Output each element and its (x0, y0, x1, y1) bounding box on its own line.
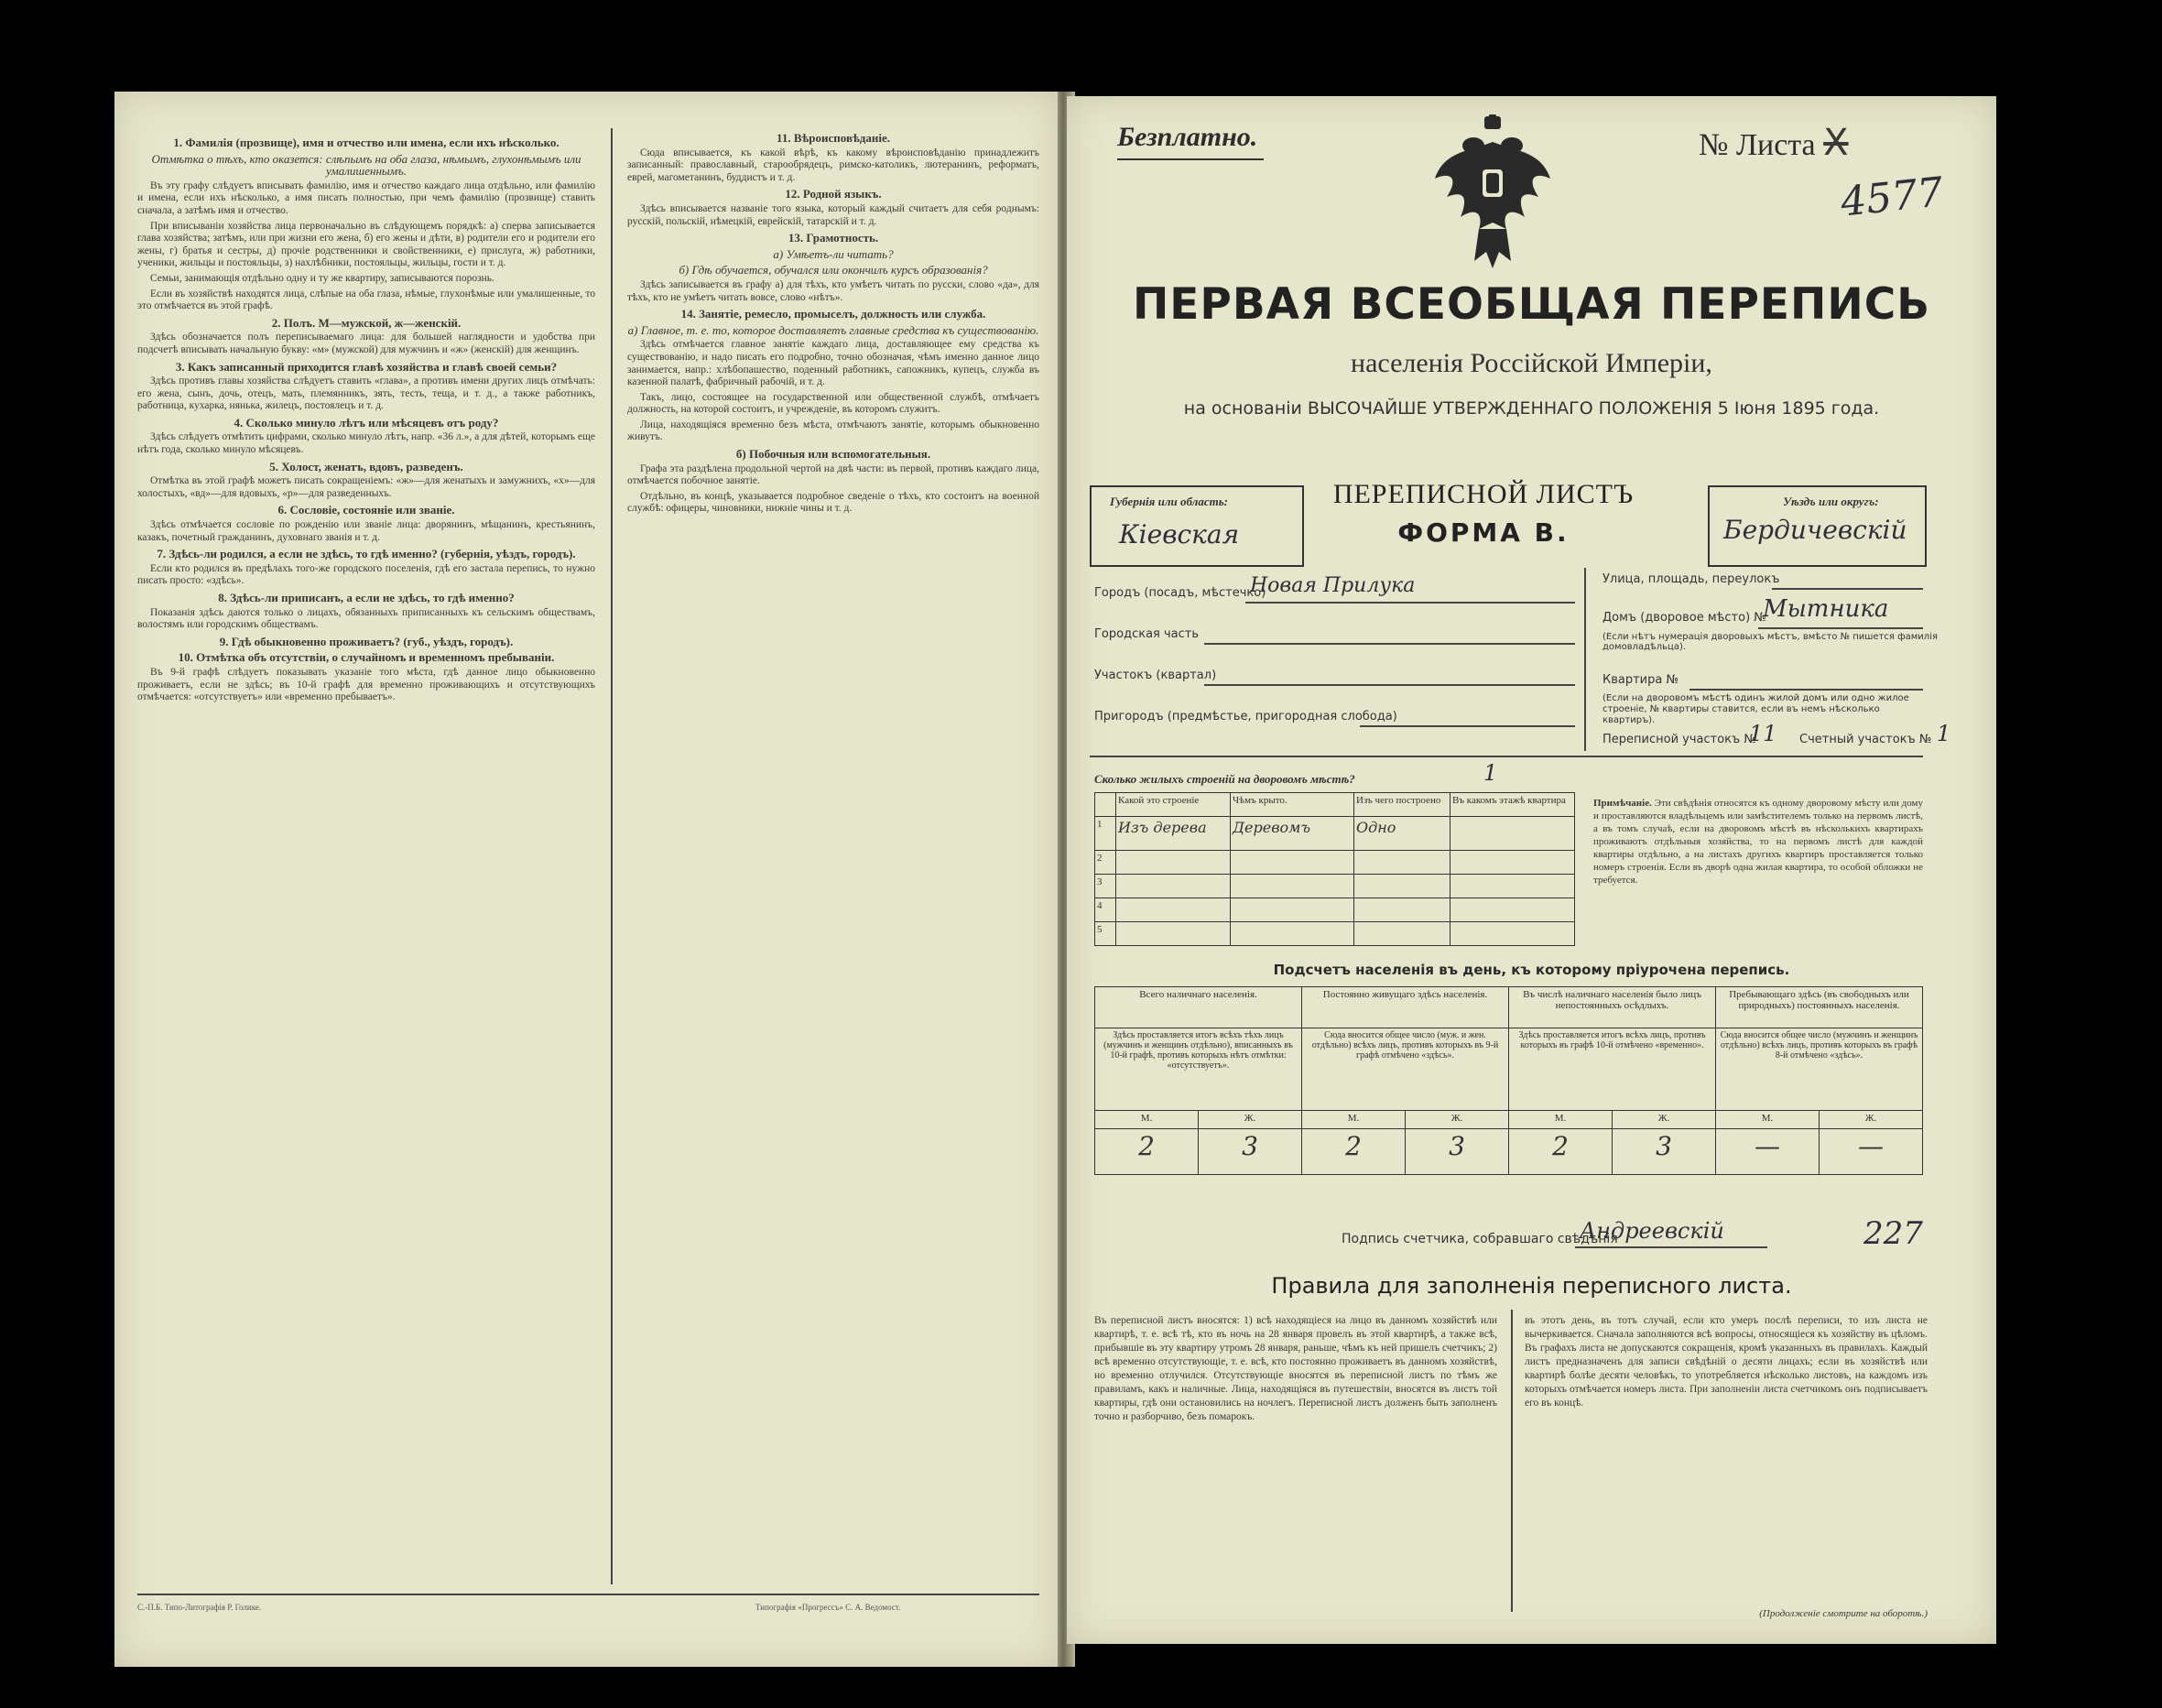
left-page (114, 92, 1058, 1667)
suburb-label: Пригородъ (предмѣстье, пригородная слобода) (1094, 710, 1397, 723)
count-cell: — (1716, 1129, 1820, 1175)
signature-value: Андреевскій (1580, 1218, 1724, 1244)
table-header (1095, 793, 1116, 817)
table-cell (1450, 898, 1575, 921)
buildings-label: Сколько жилыхъ строеній на дворовомъ мѣстѣ? (1094, 772, 1355, 786)
table-header: Постоянно живущаго здѣсь населенія. (1302, 987, 1509, 1028)
row-number: 3 (1095, 874, 1116, 898)
note-title: Примѣчаніе. (1593, 798, 1652, 809)
paragraph: Здѣсь слѣдуетъ отмѣтить цифрами, сколько минуло лѣтъ, напр. «36 л.», а для дѣтей, которымъ еще нѣтъ года, сколько минуло мѣсяцевъ. (137, 431, 595, 456)
sex-header: М. (1095, 1111, 1199, 1129)
apartment-line (1689, 689, 1923, 691)
section-heading: 3. Какъ записанный приходится главѣ хозяйства и главѣ своей семьи? (175, 359, 558, 374)
table-cell (1354, 874, 1450, 898)
district-box (1708, 485, 1927, 567)
table-cell (1450, 874, 1575, 898)
right-page (1067, 96, 1996, 1644)
city-label: Городъ (посадъ, мѣстечко) (1094, 586, 1266, 600)
paragraph: Здѣсь вписывается названіе того языка, который каждый считаетъ для себя роднымъ: русскій, польскій, нѣмецкій, еврейскій, татарскій и т. д. (627, 202, 1039, 227)
left-column-2 (627, 128, 1039, 1584)
note-text: Эти свѣдѣнія относятся къ одному дворовому мѣсту или дому и проставляются владѣльцемъ или замѣстителемъ только на первомъ листѣ, а въ томъ случаѣ, если на дворовомъ мѣстѣ въ нѣсколькихъ квартирахъ проживаютъ отдѣльныя хозяйства, то на первомъ листѣ для каждой квартиры отдѣльно, а на листахъ другихъ квартиръ проставляется только номеръ строенія. Если въ дворѣ одна жилая квартира, то особой обложки не требуется. (1593, 798, 1923, 886)
section-heading: 5. Холост, женатъ, вдовъ, разведенъ. (269, 459, 463, 473)
suburb-line (1360, 725, 1575, 727)
sex-header: М. (1302, 1111, 1406, 1129)
section-heading: б) Побочныя или вспомогательныя. (735, 447, 931, 462)
table-cell: Здѣсь проставляется итогъ всѣхъ лицъ, противъ которыхъ въ графѣ 10-й отмѣчено «временно». (1509, 1028, 1716, 1111)
city-value: Новая Прилука (1250, 574, 1416, 597)
paragraph: Здѣсь противъ главы хозяйства слѣдуетъ ставить «глава», а противъ имени других лицъ отмѣчать: его жена, сынъ, дочь, отецъ, мать, племянникъ, зять, тесть, теща, и т. д., а также работникъ, работница, кухарка, нянька, жилецъ, постоялецъ и т. д. (137, 375, 595, 412)
paragraph: Лица, находящіяся временно безъ мѣста, отмѣчаютъ занятіе, которымъ обыкновенно живутъ. (627, 419, 1039, 443)
table-header: Какой это строеніе (1116, 793, 1231, 817)
table-cell (1231, 921, 1354, 945)
table-cell: Одно (1354, 817, 1450, 851)
table-row (1095, 850, 1575, 874)
section-heading: 2. Полъ. М—мужской, ж—женскій. (271, 315, 462, 330)
paragraph: Если кто родился въ предѣлахъ того-же городского поселенія, гдѣ его застала перепись, то нужно писать просто: «здѣсь». (137, 562, 595, 587)
count-cell: — (1820, 1129, 1923, 1175)
paragraph: Если въ хозяйствѣ находятся лица, слѣпые на оба глаза, нѣмые, глухонѣмые или умалишенные, то это отмѣчается въ этой графѣ. (137, 288, 595, 312)
apartment-label: Квартира № (1602, 673, 1679, 687)
city-part-line (1204, 643, 1575, 645)
paragraph: Въ эту графу слѣдуетъ вписывать фамилію, имя и отчество каждаго лица отдѣльно, или фамилію и имена, если ихъ нѣсколько, а имя писать полностью, при чемъ фамилію (прозвище) ставить сначала, а затѣмъ имя и отчество. (137, 180, 595, 216)
count-cell: 2 (1095, 1129, 1199, 1175)
table-cell (1116, 921, 1231, 945)
main-title: ПЕРВАЯ ВСЕОБЩАЯ ПЕРЕПИСЬ (1132, 279, 1931, 330)
section-heading: 7. Здѣсь-ли родился, а если не здѣсь, то гдѣ именно? (губернія, уѣздъ, городъ). (157, 547, 576, 561)
paragraph: При вписываніи хозяйства лица первоначально въ слѣдующемъ порядкѣ: а) сперва записывается глава хозяйства; затѣмъ, или при жизни его жена, б) его жены и дѣти, в) родители его и родители его жены, г) братья и сестры, д) прочіе родственники и свойственники, е) прислуга, ж) работники, ученики, жильцы и постояльцы, з) нахлѣбники, постояльцы, жильцы, гости и т. д. (137, 220, 595, 269)
table-cell (1116, 874, 1231, 898)
house-note: (Если нѣтъ нумерація дворовыхъ мѣстъ, вмѣсто № пишется фамилія домовладѣльца). (1602, 632, 1938, 652)
paragraph: Такъ, лицо, состоящее на государственной или общественной службѣ, отмѣчаетъ должность, на которой состоитъ, и учрежденіе, въ которомъ служитъ. (627, 391, 1039, 416)
section-rule (1090, 756, 1923, 757)
apartment-note: (Если на дворовомъ мѣстѣ одинъ жилой домъ или одно жилое строеніе, № квартиры ставится, если въ немъ нѣсколько квартиръ). (1602, 693, 1909, 725)
section-heading: 9. Гдѣ обыкновенно проживаетъ? (губ., уѣздъ, городъ). (219, 634, 514, 648)
paragraph: Здѣсь отмѣчается главное занятіе каждаго лица, доставляющее ему средства къ существованію, и надо писать его подробно, точно обозначая, чѣмъ именно данное лицо занимается, напр.: хлѣбопашество, поденный работникъ, сапожникъ, купецъ, служба въ казенной палатѣ, фабричный рабочій, и т. д. (627, 339, 1039, 388)
sex-header: Ж. (1613, 1111, 1716, 1129)
table-cell (1116, 898, 1231, 921)
rules-continued: (Продолженіе смотрите на оборотѣ.) (1759, 1608, 1928, 1619)
table-cell (1450, 817, 1575, 851)
sheet-number-handwritten: 4577 (1838, 169, 1946, 226)
section-heading: 8. Здѣсь-ли приписанъ, а если не здѣсь, то гдѣ именно? (218, 591, 515, 604)
sheet-number-struck: X (1823, 122, 1849, 164)
table-cell: Здѣсь проставляется итогъ всѣхъ тѣхъ лицъ (мужчинъ и женщинъ отдѣльно), вписанныхъ въ 10-й графѣ, противъ которыхъ нѣтъ отмѣтки: «отсутствуетъ». (1095, 1028, 1302, 1111)
table-header: Чѣмъ крыто. (1231, 793, 1354, 817)
table-cell: Изъ дерева (1116, 817, 1231, 851)
city-part-label: Городская часть (1094, 627, 1200, 641)
house-label: Домъ (дворовое мѣсто) № (1602, 611, 1766, 625)
table-cell: Деревомъ (1231, 817, 1354, 851)
section-heading: 12. Родной языкъ. (785, 187, 882, 201)
column-divider (611, 128, 613, 1584)
table-header: Въ числѣ наличнаго населенія было лицъ непостоянныхъ осѣдлыхъ. (1509, 987, 1716, 1028)
buildings-note (1593, 797, 1923, 887)
census-area-label: Переписной участокъ № (1602, 733, 1756, 746)
row-number: 1 (1095, 817, 1116, 851)
section-line (1204, 684, 1575, 686)
table-cell (1231, 898, 1354, 921)
counting-area-value: 1 (1937, 721, 1951, 746)
table-cell (1231, 850, 1354, 874)
paragraph: Показанія здѣсь даются только о лицахъ, обязанныхъ приписанныхъ къ сельскимъ обществамъ, волостямъ или городскимъ обществамъ. (137, 606, 595, 631)
census-area-value: 11 (1749, 721, 1777, 746)
street-label: Улица, площадь, переулокъ (1602, 572, 1780, 586)
province-box (1090, 485, 1304, 567)
left-column-1 (137, 133, 595, 1589)
section-heading: 6. Сословіе, состояніе или званіе. (277, 503, 455, 517)
counting-area-label: Счетный участокъ № (1799, 733, 1932, 746)
section-heading: 4. Сколько минуло лѣтъ или мѣсяцевъ отъ роду? (234, 415, 499, 430)
section-heading: а) Главное, т. е. то, которое доставляетъ главные средства къ существованію. (627, 322, 1039, 337)
row-number: 2 (1095, 850, 1116, 874)
count-cell: 3 (1406, 1129, 1509, 1175)
table-cell (1231, 874, 1354, 898)
province-label: Губернія или область: (1110, 495, 1228, 508)
table-header: Изъ чего построено (1354, 793, 1450, 817)
section-heading: 1. Фамилія (прозвище), имя и отчество или имена, если ихъ нѣсколько. (173, 136, 560, 149)
paragraph: Здѣсь записывается въ графу а) для тѣхъ, кто умѣетъ читать по русски, слово «да», для тѣхъ, кто не умѣетъ читать вовсе, слово «нѣтъ». (627, 278, 1039, 303)
province-value: Кіевская (1119, 519, 1240, 549)
sheet-number-label (1699, 122, 1849, 164)
table-row (1095, 921, 1575, 945)
paragraph: Сюда вписывается, къ какой вѣрѣ, къ какому вѣроисповѣданію принадлежитъ записанный: православный, старообрядецъ, римско-католикъ, лютеранинъ, реформатъ, еврей, магометанинъ, буддистъ и т. д. (627, 147, 1039, 183)
table-header: Пребывающаго здѣсь (въ свободныхъ или природныхъ) постоянныхъ населенія. (1716, 987, 1923, 1028)
section-heading: 10. Отмѣтка объ отсутствіи, о случайномъ и временномъ пребываніи. (178, 650, 555, 665)
district-value: Бердичевскій (1723, 515, 1907, 545)
section-heading: а) Умѣетъ-ли читать? (773, 246, 894, 261)
legal-basis: на основаніи ВЫСОЧАЙШЕ УТВЕРЖДЕННАГО ПОЛОЖЕНІЯ 5 Іюня 1895 года. (1183, 398, 1880, 419)
footer-rule (137, 1594, 1039, 1595)
table-cell (1354, 850, 1450, 874)
population-table (1094, 986, 1923, 1175)
house-line (1758, 627, 1923, 629)
city-line (1245, 602, 1575, 604)
table-row (1095, 874, 1575, 898)
table-cell (1450, 850, 1575, 874)
census-sheet-title: ПЕРЕПИСНОЙ ЛИСТЪ (1332, 479, 1635, 509)
signature-line (1575, 1246, 1767, 1248)
buildings-value: 1 (1483, 760, 1498, 786)
signature-number: 227 (1863, 1215, 1923, 1252)
buildings-table (1094, 792, 1575, 946)
printer-imprint: С.-П.Б. Типо-Литографія Р. Голике. (137, 1603, 262, 1612)
signature-label: Подпись счетчика, собравшаго свѣдѣнія (1342, 1232, 1618, 1246)
row-number: 4 (1095, 898, 1116, 921)
paragraph: Здѣсь обозначается полъ переписываемаго лица: для большей наглядности и удобства при подсчетѣ вписывать начальную букву: «м» (мужской) для мужчинъ и «ж» (женскій) для женщинъ. (137, 332, 595, 355)
form-label: ФОРМА В. (1397, 517, 1570, 548)
count-cell: 3 (1613, 1129, 1716, 1175)
table-cell (1450, 921, 1575, 945)
paragraph: Отмѣтка въ этой графѣ можетъ писать сокращеніемъ: «ж»—для женатыхъ и замужнихъ, «х»—для холостыхъ, «вд»—для вдовыхъ, «р»—для разведенныхъ. (137, 475, 595, 499)
free-label: Безплатно. (1117, 122, 1258, 152)
table-cell: Сюда вносится общее число (мужчинъ и женщинъ отдѣльно) всѣхъ лицъ, противъ которыхъ въ графѣ 8-й отмѣчено «здѣсь». (1716, 1028, 1923, 1111)
count-cell: 2 (1509, 1129, 1613, 1175)
sex-header: Ж. (1199, 1111, 1302, 1129)
table-row (1095, 817, 1575, 851)
table-cell: Сюда вносится общее число (муж. и жен. отдѣльно) всѣхъ лицъ, противъ которыхъ въ 9-й графѣ отмѣчено «здѣсь». (1302, 1028, 1509, 1111)
printer-imprint: Типографія «Прогрессъ» С. А. Ведомост. (755, 1603, 901, 1612)
rules-right-column: въ этотъ день, въ тотъ случай, если кто умеръ послѣ переписи, то изъ листа не вычеркивается. Сначала заполняются всѣ вопросы, относящіеся къ хозяйству въ цѣломъ. Въ графахъ листа не допускаются сокращенія, кромѣ указанныхъ въ правилахъ. Каждый листъ предназначенъ для записи свѣдѣній о десяти лицахъ; если въ хозяйствѣ или квартирѣ болѣе десяти человѣкъ, то употребляется нѣсколько листовъ, на каждомъ изъ которыхъ отмѣчается номеръ листа. При заполненіи листа счетчикомъ онъ подписываетъ его въ концѣ. (1525, 1315, 1928, 1409)
count-cell: 3 (1199, 1129, 1302, 1175)
paragraph: Семьи, занимающія отдѣльно одну и ту же квартиру, записываются порознь. (150, 272, 494, 284)
district-label: Уѣздъ или округъ: (1783, 495, 1879, 508)
double-headed-eagle-emblem (1433, 114, 1552, 270)
table-header: Въ какомъ этажѣ квартира (1450, 793, 1575, 817)
sex-header: Ж. (1820, 1111, 1923, 1129)
sub-title: населенія Россійской Имперіи, (1351, 348, 1712, 378)
house-value: Мытника (1763, 595, 1889, 623)
table-row (1095, 898, 1575, 921)
sheet-number-text: № Листа (1699, 128, 1816, 162)
table-cell (1354, 921, 1450, 945)
count-cell: 2 (1302, 1129, 1406, 1175)
table-cell (1354, 898, 1450, 921)
table-cell (1116, 850, 1231, 874)
section-heading: Отмѣтка о тѣхъ, кто оказется: слѣпымъ на оба глаза, нѣмымъ, глухонѣмымъ или умалишеннымъ. (151, 151, 581, 179)
sex-header: М. (1509, 1111, 1613, 1129)
section-heading: б) Гдѣ обучается, обучался или окончилъ курсъ образованія? (679, 263, 988, 277)
row-number: 5 (1095, 921, 1116, 945)
paragraph: Графа эта раздѣлена продольной чертой на двѣ части: въ первой, противъ каждаго лица, отмѣчается побочное занятіе. (627, 462, 1039, 487)
section-heading: 13. Грамотность. (788, 231, 879, 245)
street-line (1772, 588, 1923, 590)
free-underline (1117, 158, 1264, 160)
section-label: Участокъ (квартал) (1094, 669, 1217, 682)
paragraph: Въ 9-й графѣ слѣдуетъ показывать указаніе того мѣста, гдѣ данное лицо обыкновенно проживаетъ, если не здѣсь; въ 10-й графѣ для временно проживающихъ и отсутствующихъ отмѣчается: «отсутствуетъ» или «временно пребываетъ». (137, 666, 595, 703)
section-heading: 14. Занятіе, ремесло, промыселъ, должность или служба. (680, 307, 986, 321)
section-heading: 11. Вѣроисповѣданіе. (777, 131, 890, 145)
table-header: Всего наличнаго населенія. (1095, 987, 1302, 1028)
sex-header: М. (1716, 1111, 1820, 1129)
paragraph: Здѣсь отмѣчается сословіе по рожденію или званіе лица: дворянинъ, мѣщанинъ, крестьянинъ, казакъ, почетный гражданинъ, духовнаго званія и т. д. (137, 519, 595, 543)
rules-title: Правила для заполненія переписного листа. (1271, 1273, 1792, 1299)
paragraph: Отдѣльно, въ концѣ, указывается подробное сведеніе о тѣхъ, кто состоитъ на военной службѣ: офицеры, чиновники, нижніе чины и т. д. (627, 490, 1039, 515)
sex-header: Ж. (1406, 1111, 1509, 1129)
population-title: Подсчетъ населенія въ день, къ которому пріурочена перепись. (1273, 962, 1790, 978)
address-divider (1584, 568, 1586, 751)
rules-left-column: Въ переписной листъ вносятся: 1) всѣ находящіеся на лицо въ данномъ хозяйствѣ или квартирѣ, т. е. всѣ тѣ, кто въ ночь на 28 января провелъ въ этой квартирѣ, а также всѣ, прибывшіе въ эту квартиру утромъ 28 января, раньше, чѣмъ къ ней пришелъ счетчикъ; 2) всѣ временно отсутствующіе, т. е. всѣ, кто постоянно проживаетъ въ данномъ хозяйствѣ, но временно отлучился. Отсутствующіе вносятся въ переписной листъ по тѣмъ же правиламъ, какъ и наличные. Лица, находящіяся въ путешествіи, вносятся въ листъ той квартиры, гдѣ они остановились на ночлегъ. Переписной листъ долженъ быть заполненъ точно и разборчиво, безъ помарокъ. (1094, 1315, 1497, 1422)
rules-divider (1511, 1310, 1513, 1612)
